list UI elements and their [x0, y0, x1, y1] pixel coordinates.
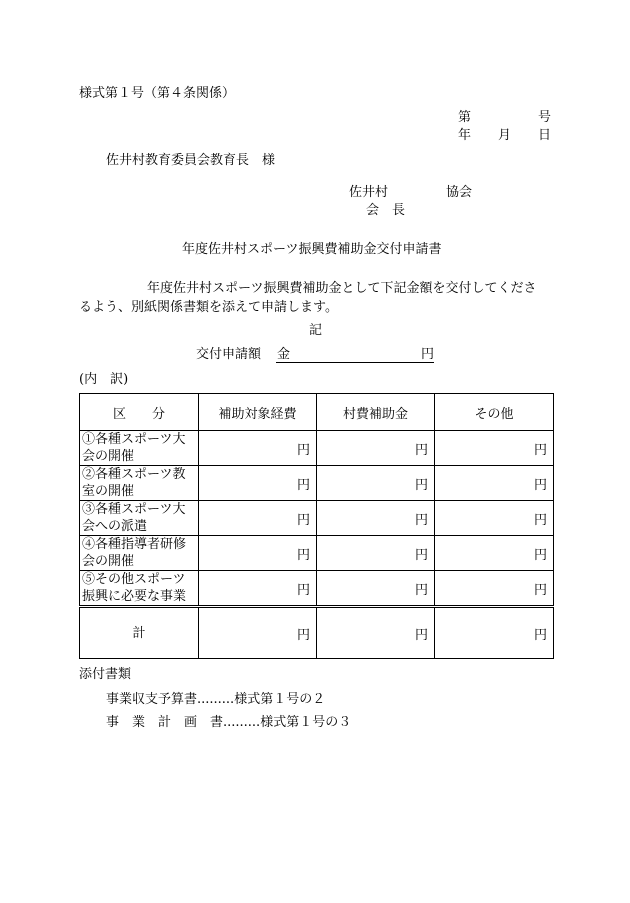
row-category: ⑤その他スポーツ振興に必要な事業 — [80, 571, 199, 607]
total-label: 計 — [80, 607, 199, 659]
doc-number-prefix: 第 — [458, 110, 472, 125]
other-cell: 円 — [435, 431, 554, 466]
applicant-org-suffix: 協会 — [446, 185, 473, 200]
total-village-subsidy-cell: 円 — [317, 607, 435, 659]
header-category: 区 分 — [80, 394, 199, 431]
form-number: 様式第１号（第４条関係） — [79, 86, 236, 101]
row-category: ①各種スポーツ大会の開催 — [80, 431, 199, 466]
table-row — [80, 501, 554, 536]
other-cell: 円 — [435, 466, 554, 501]
table-total-row — [80, 607, 554, 659]
attachments-label: 添付書類 — [79, 667, 132, 682]
attachment-item: 事業収支予算書.........様式第１号の２ — [106, 692, 326, 707]
village-subsidy-cell: 円 — [317, 466, 435, 501]
row-category: ④各種指導者研修会の開催 — [80, 536, 199, 571]
eligible-expense-cell: 円 — [199, 501, 317, 536]
row-category: ③各種スポーツ大会への派遣 — [80, 501, 199, 536]
total-eligible-expense-cell: 円 — [199, 607, 317, 659]
document-title: 年度佐井村スポーツ振興費補助金交付申請書 — [182, 242, 442, 257]
amount-underline — [276, 362, 434, 363]
eligible-expense-cell: 円 — [199, 571, 317, 607]
eligible-expense-cell: 円 — [199, 536, 317, 571]
breakdown-label: (内 訳) — [79, 372, 129, 387]
date-year: 年 — [458, 128, 472, 143]
table-header-row — [80, 394, 554, 431]
table-row — [80, 431, 554, 466]
ki-heading: 記 — [309, 323, 323, 338]
table-row — [80, 536, 554, 571]
village-subsidy-cell: 円 — [317, 571, 435, 607]
breakdown-table — [79, 393, 554, 659]
doc-number-suffix: 号 — [538, 110, 552, 125]
other-cell: 円 — [435, 536, 554, 571]
body-line-1: 年度佐井村スポーツ振興費補助金として下記金額を交付してくださ — [147, 281, 537, 296]
date-month: 月 — [498, 128, 512, 143]
amount-yen: 円 — [421, 347, 435, 362]
applicant-title: 会 長 — [366, 203, 406, 218]
total-other-cell: 円 — [435, 607, 554, 659]
other-cell: 円 — [435, 571, 554, 607]
attachment-item: 事 業 計 画 書.........様式第１号の３ — [106, 715, 352, 730]
body-line-2: るよう、別紙関係書類を添えて申請します。 — [79, 300, 338, 315]
addressee: 佐井村教育委員会教育長 様 — [106, 153, 276, 168]
village-subsidy-cell: 円 — [317, 431, 435, 466]
date-day: 日 — [538, 128, 552, 143]
village-subsidy-cell: 円 — [317, 501, 435, 536]
table-row — [80, 571, 554, 607]
header-other: その他 — [435, 394, 554, 431]
table-row — [80, 466, 554, 501]
applicant-org-prefix: 佐井村 — [349, 185, 389, 200]
eligible-expense-cell: 円 — [199, 466, 317, 501]
row-category: ②各種スポーツ教室の開催 — [80, 466, 199, 501]
other-cell: 円 — [435, 501, 554, 536]
header-village-subsidy: 村費補助金 — [317, 394, 435, 431]
amount-kin: 金 — [277, 347, 291, 362]
amount-label: 交付申請額 — [196, 347, 262, 362]
eligible-expense-cell: 円 — [199, 431, 317, 466]
header-eligible-expense: 補助対象経費 — [199, 394, 317, 431]
village-subsidy-cell: 円 — [317, 536, 435, 571]
